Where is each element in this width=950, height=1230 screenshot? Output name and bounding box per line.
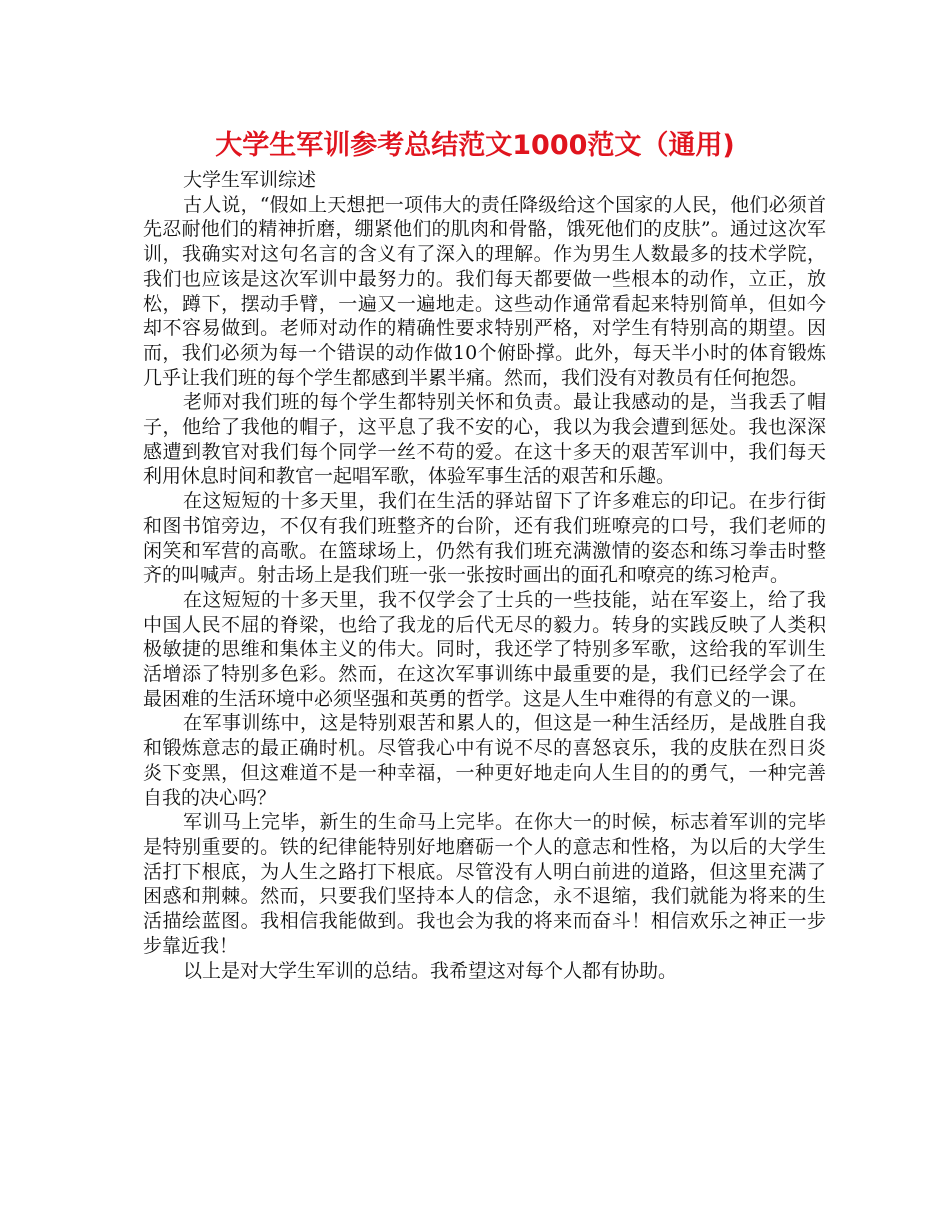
paragraph: 老师对我们班的每个学生都特别关怀和负责。最让我感动的是，当我丢了帽子，他给了我他的帽子，这平息了我不安的心，我以为我会遭到惩处。我也深深感遭到教官对我们每个同学一丝不苟的爱。在这十多天的艰苦军训中，我们每天利用休息时间和教官一起唱军歌，体验军事生活的艰苦和乐趣。 xyxy=(143,391,826,488)
paragraph: 在这短短的十多天里，我们在生活的驿站留下了许多难忘的印记。在步行街和图书馆旁边，不仅有我们班整齐的台阶，还有我们班嘹亮的口号，我们老师的闲笑和军营的高歌。在篮球场上，仍然有我们班充满激情的姿态和练习拳击时整齐的叫喊声。射击场上是我们班一张一张按时画出的面孔和嘹亮的练习枪声。 xyxy=(143,490,826,587)
paragraph: 军训马上完毕，新生的生命马上完毕。在你大一的时候，标志着军训的完毕是特别重要的。铁的纪律能特别好地磨砺一个人的意志和性格，为以后的大学生活打下根底，为人生之路打下根底。尽管没有人明白前进的道路，但这里充满了困惑和荆棘。然而，只要我们坚持本人的信念，永不退缩，我们就能为将来的生活描绘蓝图。我相信我能做到。我也会为我的将来而奋斗！相信欢乐之神正一步步靠近我！ xyxy=(143,811,826,957)
paragraph: 以上是对大学生军训的总结。我希望这对每个人都有协助。 xyxy=(183,959,678,982)
document-subtitle: 大学生军训综述 xyxy=(183,169,317,191)
document-body xyxy=(143,168,826,983)
paragraph: 在这短短的十多天里，我不仅学会了士兵的一些技能，站在军姿上，给了我中国人民不屈的脊梁，也给了我龙的后代无尽的毅力。转身的实践反映了人类积极敏捷的思维和集体主义的伟大。同时，我还学了特别多军歌，这给我的军训生活增添了特别多色彩。然而，在这次军事训练中最重要的是，我们已经学会了在最困难的生活环境中必须坚强和英勇的哲学。这是人生中难得的有意义的一课。 xyxy=(143,588,826,710)
document-title: 大学生军训参考总结范文1000范文（通用) xyxy=(215,130,735,161)
paragraph: 在军事训练中，这是特别艰苦和累人的，但这是一种生活经历，是战胜自我和锻炼意志的最正确时机。尽管我心中有说不尽的喜怒哀乐，我的皮肤在烈日炎炎下变黑，但这难道不是一种幸福，一种更好地走向人生目的的勇气，一种完善自我的决心吗？ xyxy=(143,712,826,809)
paragraph: 古人说，“假如上天想把一项伟大的责任降级给这个国家的人民，他们必须首先忍耐他们的精神折磨，绷紧他们的肌肉和骨骼，饿死他们的皮肤”。通过这次军训，我确实对这句名言的含义有了深入的理解。作为男生人数最多的技术学院，我们也应该是这次军训中最努力的。我们每天都要做一些根本的动作，立正，放松，蹲下，摆动手臂，一遍又一遍地走。这些动作通常看起来特别简单，但如今却不容易做到。老师对动作的精确性要求特别严格，对学生有特别高的期望。因而，我们必须为每一个错误的动作做10个俯卧撑。此外，每天半小时的体育锻炼几乎让我们班的每个学生都感到半累半痛。然而，我们没有对教员有任何抱怨。 xyxy=(143,193,826,389)
